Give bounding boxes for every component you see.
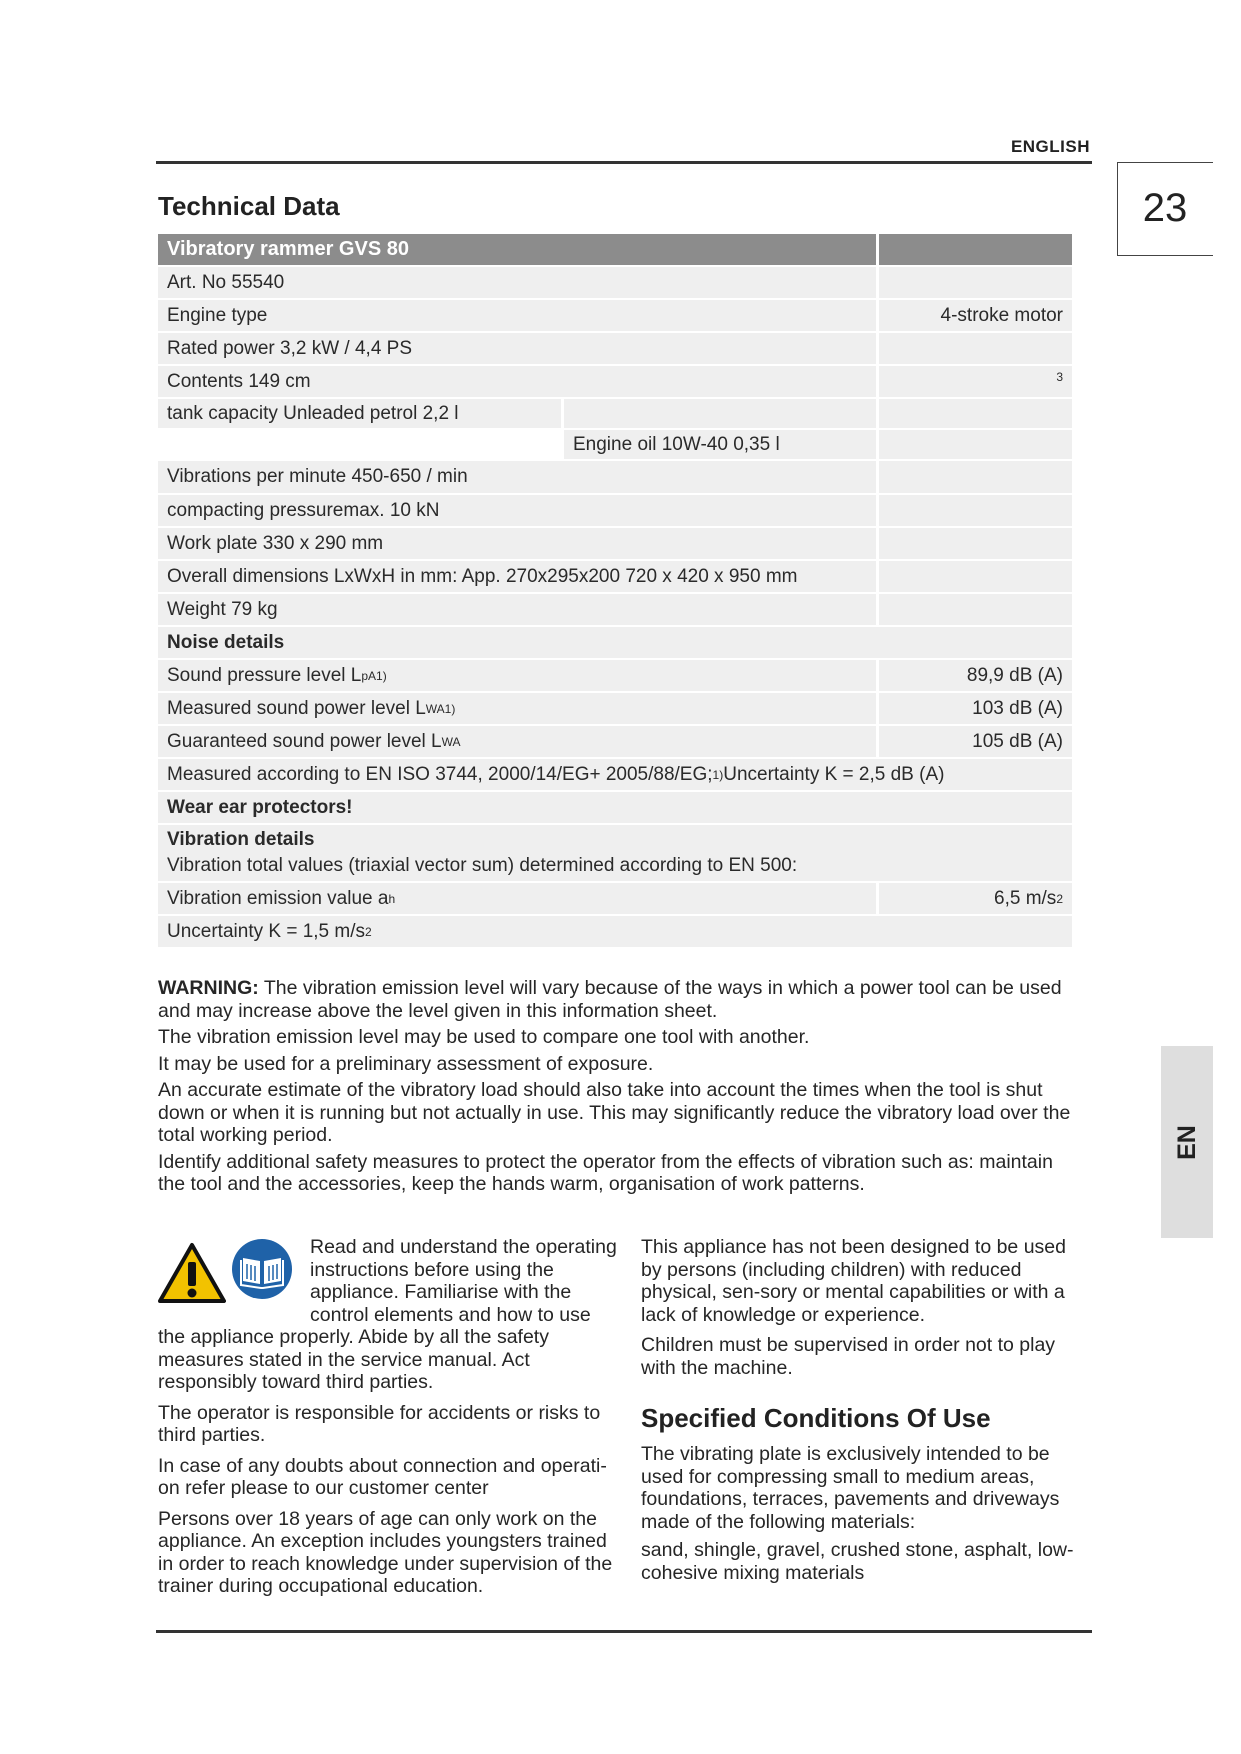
children-supervised-paragraph: Children must be supervised in order not to play with the machine. (641, 1334, 1056, 1379)
noise-details-heading: Noise details (158, 627, 1072, 658)
page-number: 23 (1142, 186, 1188, 230)
warning-paragraph-4: An accurate estimate of the vibratory load should also take into account the times when the tool is shut down or when it is running but not actually in use. This may significantly reduce the vibratory load over the total working period. (158, 1079, 1071, 1146)
vibration-emission-value (879, 883, 1072, 914)
uncertainty-sup: 2 (365, 924, 372, 939)
table-row (158, 725, 1072, 758)
vibration-emission-value-sup: 2 (1056, 891, 1063, 906)
guaranteed-power-sub: WA (441, 734, 461, 749)
vibration-details-heading: Vibration details (167, 829, 315, 850)
measured-sound-power (158, 693, 876, 724)
right-column (641, 1236, 1091, 1588)
table-row (158, 365, 1072, 398)
sound-pressure-value: 89,9 dB (A) (879, 660, 1072, 691)
top-divider (156, 161, 1092, 164)
table-row (158, 791, 1072, 824)
persons-over-18-paragraph: Persons over 18 years of age can only work on the appliance. An exception includes youngsters trained in order to reach knowledge under supervision of the trainer during occupational education. (158, 1507, 613, 1597)
warning-paragraph-3: It may be used for a preliminary assessment of exposure. (158, 1052, 654, 1075)
overall-dimensions: Overall dimensions LxWxH in mm: App. 270x295x200 720 x 420 x 950 mm (158, 561, 876, 592)
table-row (158, 266, 1072, 299)
table-row (158, 560, 1072, 593)
doubts-paragraph: In case of any doubts about connection and operati-on refer please to our customer center (158, 1454, 607, 1499)
measured-power-value: 103 dB (A) (879, 693, 1072, 724)
table-row (158, 299, 1072, 332)
measured-power-sup: 1) (444, 701, 456, 716)
measured-power-sub: WA (425, 701, 445, 716)
bottom-divider (156, 1630, 1092, 1633)
table-row (158, 593, 1072, 626)
measured-according-pre: Measured according to EN ISO 3744, 2000/14/EG+ 2005/88/EG; (167, 763, 713, 785)
table-empty-cell (879, 333, 1072, 364)
guaranteed-power-value: 105 dB (A) (879, 726, 1072, 757)
sound-pressure-sub: pA (361, 668, 377, 683)
table-row (158, 824, 1072, 882)
table-row (158, 398, 1072, 429)
warning-block (158, 977, 1078, 1200)
operator-responsible-paragraph: The operator is responsible for accidents or risks to third parties. (158, 1401, 601, 1446)
table-row (158, 692, 1072, 725)
vibration-details-block (158, 825, 1072, 881)
sound-pressure-level (158, 660, 876, 691)
compacting-pressure: compacting pressuremax. 10 kN (158, 495, 876, 526)
table-empty-cell (879, 528, 1072, 559)
uncertainty-label: Uncertainty K = 1,5 m/s (167, 920, 365, 942)
warning-paragraph-2: The vibration emission level may be used to compare one tool with another. (158, 1026, 810, 1048)
table-row (158, 494, 1072, 527)
sound-pressure-label: Sound pressure level L (167, 664, 362, 686)
materials-paragraph: sand, shingle, gravel, crushed stone, asphalt, low-cohesive mixing materials (641, 1539, 1074, 1584)
table-empty-cell (879, 461, 1072, 493)
conditions-of-use-heading: Specified Conditions Of Use (641, 1403, 991, 1433)
table-row (158, 332, 1072, 365)
section-title: Technical Data (158, 191, 340, 221)
safety-icons (158, 1238, 308, 1306)
read-manual-icon (231, 1238, 293, 1300)
intended-use-paragraph: The vibrating plate is exclusively intended to be used for compressing small to medium areas, foundations, terraces, pavements and driveways made of the following materials: (641, 1443, 1060, 1533)
guaranteed-sound-power (158, 726, 876, 757)
measured-according (158, 759, 1072, 790)
table-row (158, 882, 1072, 915)
table-empty-cell (879, 430, 1072, 459)
table-empty-cell (879, 399, 1072, 428)
table-spacer-cell (158, 430, 561, 459)
uncertainty (158, 916, 1072, 947)
table-empty-cell (564, 399, 876, 428)
engine-type-label: Engine type (158, 300, 876, 331)
read-manual-paragraph: Read and understand the operating instructions before using the appliance. Familiarise with the control elements and how to use the appliance properly. Abide by all the safety measures stated in the service manual. Act responsibly toward third parties. (158, 1236, 617, 1393)
measured-according-post: Uncertainty K = 2,5 dB (A) (723, 763, 945, 785)
table-header-value-cell (879, 234, 1072, 265)
table-row (158, 460, 1072, 494)
measured-according-sup: 1) (712, 767, 724, 782)
engine-oil: Engine oil 10W-40 0,35 l (564, 430, 876, 459)
warning-text: The vibration emission level will vary because of the ways in which a power tool can be used and may increase above the level given in this information sheet. (158, 977, 1062, 1022)
weight: Weight 79 kg (158, 594, 876, 625)
vibration-emission-sub: h (388, 891, 396, 906)
guaranteed-power-label: Guaranteed sound power level L (167, 730, 442, 752)
table-row (158, 429, 1072, 460)
sound-pressure-sup: 1) (376, 668, 387, 683)
warning-paragraph (158, 977, 1078, 1022)
table-title: Vibratory rammer GVS 80 (158, 234, 876, 265)
contents-superscript: 3 (879, 366, 1072, 397)
table-empty-cell (879, 561, 1072, 592)
work-plate: Work plate 330 x 290 mm (158, 528, 876, 559)
vibration-emission-label: Vibration emission value a (167, 887, 389, 909)
vibration-emission (158, 883, 876, 914)
wear-ear-protectors: Wear ear protectors! (158, 792, 1072, 823)
rated-power: Rated power 3,2 kW / 4,4 PS (158, 333, 876, 364)
vibration-emission-number: 6,5 m/s (994, 887, 1057, 909)
contents: Contents 149 cm (158, 366, 876, 397)
warning-triangle-icon (158, 1242, 226, 1304)
table-empty-cell (879, 495, 1072, 526)
table-row (158, 659, 1072, 692)
table-empty-cell (879, 594, 1072, 625)
table-row (158, 626, 1072, 659)
vibration-total-values: Vibration total values (triaxial vector sum) determined according to EN 500: (167, 855, 798, 876)
table-header-row (158, 233, 1072, 266)
engine-type-value: 4-stroke motor (879, 300, 1072, 331)
not-designed-for-paragraph: This appliance has not been designed to be used by persons (including children) with reduced physical, sen-sory or mental capabilities or with a lack of knowledge or experience. (641, 1236, 1066, 1326)
warning-label: WARNING: (158, 977, 259, 999)
table-empty-cell (879, 267, 1072, 298)
language-side-tab-label: EN (1172, 1124, 1201, 1160)
language-label: ENGLISH (1010, 137, 1090, 156)
technical-data-table (158, 233, 1072, 948)
tank-capacity: tank capacity Unleaded petrol 2,2 l (158, 399, 561, 428)
table-row (158, 915, 1072, 948)
measured-power-label: Measured sound power level L (167, 697, 426, 719)
vibrations-per-minute: Vibrations per minute 450-650 / min (158, 461, 876, 493)
language-side-tab-label-wrap (1161, 1046, 1213, 1238)
art-no: Art. No 55540 (158, 267, 876, 298)
warning-paragraph-5: Identify additional safety measures to protect the operator from the effects of vibration such as: maintain the tool and the accessories, keep the hands warm, organisation of work patterns. (158, 1150, 1053, 1195)
table-row (158, 527, 1072, 560)
table-row (158, 758, 1072, 791)
